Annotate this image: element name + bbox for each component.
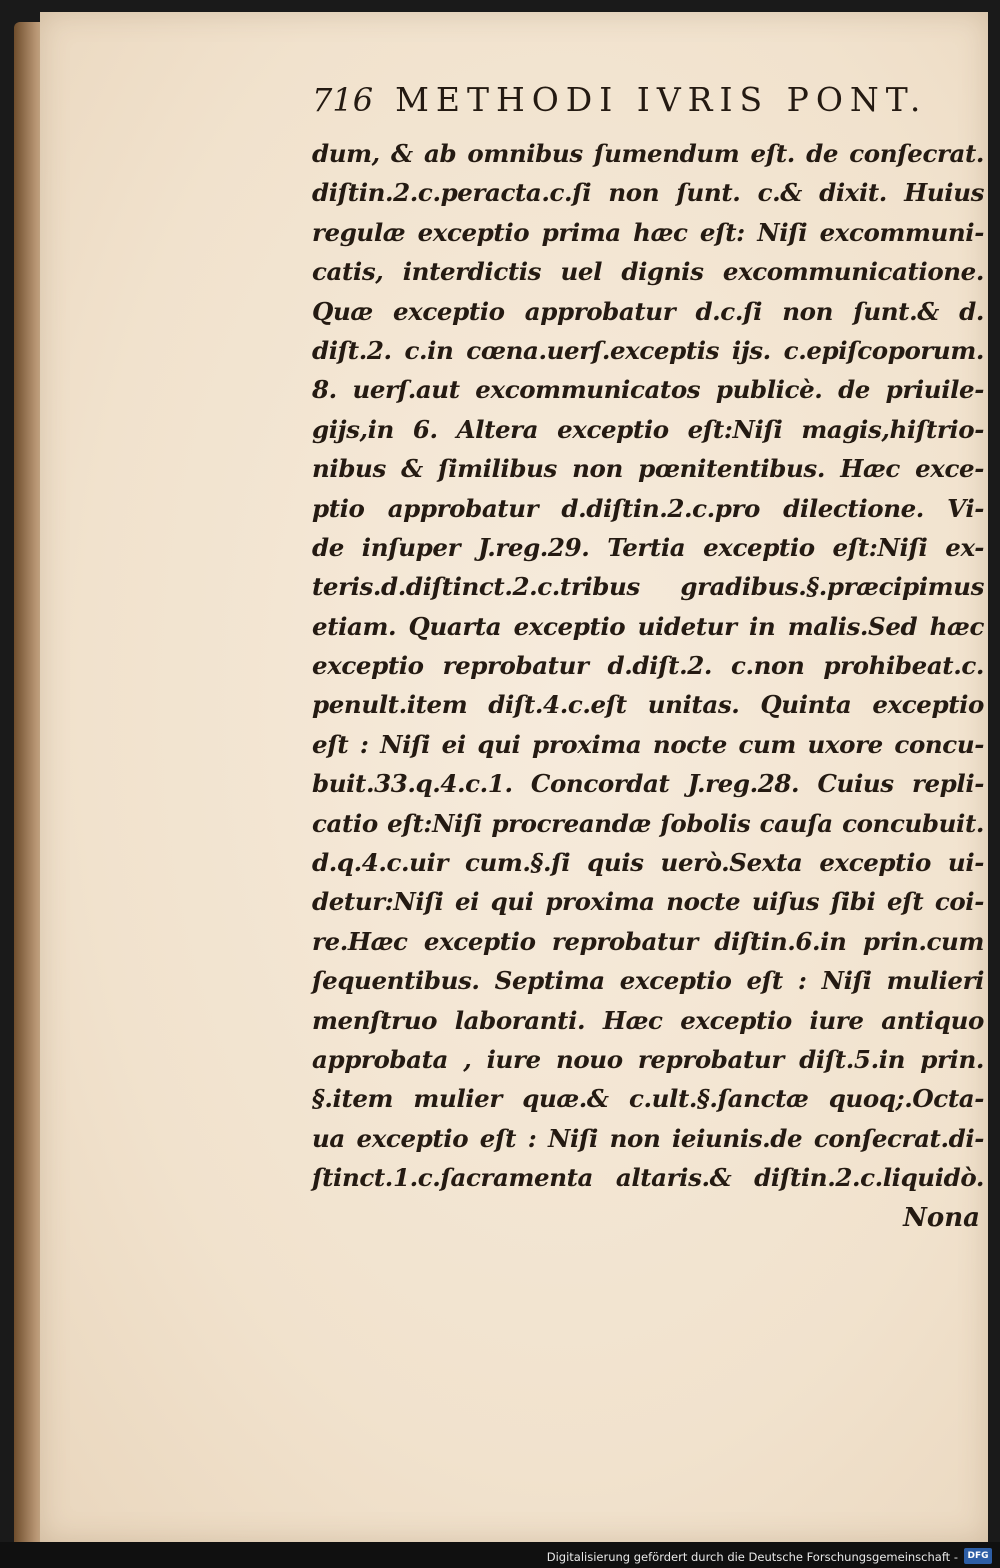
text-line: ua exceptio eſt : Niſi non ieiunis.de conſecrat.di- [312,1123,984,1153]
body-text [312,134,984,1198]
text-line: detur:Niſi ei qui proxima nocte uiſus ſibi eſt coi- [312,887,984,917]
funding-note: Digitalisierung gefördert durch die Deutsche Forschungsgemeinschaft - [546,1550,958,1564]
text-line: de inſuper J.reg.29. Tertia exceptio eſt:Niſi ex- [312,532,984,562]
running-head [312,80,984,134]
dfg-logo: DFG [964,1548,992,1564]
text-line: etiam. Quarta exceptio uidetur in malis.Sed hæc [312,611,984,641]
footer-bar [0,1542,1000,1568]
text-line: gijs,in 6. Altera exceptio eſt:Niſi magis,hiſtrio- [312,414,984,444]
text-line: ſtinct.1.c.ſacramenta altaris.& diſtin.2.c.liquidò. [312,1163,984,1193]
text-line: approbata , iure nouo reprobatur diſt.5.in prin. [312,1044,984,1074]
text-line: ſequentibus. Septima exceptio eſt : Niſi mulieri [312,966,984,996]
text-line: exceptio reprobatur d.diſt.2. c.non prohibeat.c. [312,651,984,681]
text-line: dum, & ab omnibus ſumendum eſt. de conſecrat. [312,139,984,168]
catchword: Nona [903,1202,980,1233]
text-block [312,80,984,1238]
text-line: 8. uerſ.aut excommunicatos publicè. de priuile- [312,375,984,405]
text-line: re.Hæc exceptio reprobatur diſtin.6.in prin.cum [312,926,984,956]
text-line: menſtruo laboranti. Hæc exceptio iure antiquo [312,1005,984,1035]
text-line: buit.33.q.4.c.1. Concordat J.reg.28. Cuius repli- [312,769,984,799]
text-line: §.item mulier quæ.& c.ult.§.ſanctæ quoq;.Octa- [312,1084,984,1114]
text-line: eſt : Niſi ei qui proxima nocte cum uxore concu- [312,729,984,759]
text-line: diſtin.2.c.peracta.c.ſi non ſunt. c.& dixit. Huius [312,178,984,208]
text-line: teris.d.diſtinct.2.c.tribus gradibus.§.præcipimus [312,572,984,602]
page-number: 716 [312,81,374,119]
text-line: regulæ exceptio prima hæc eſt: Niſi excommuni- [312,217,984,247]
running-head-title: METHODI IVRIS PONT. [395,80,928,119]
text-line: nibus & ſimilibus non pœnitentibus. Hæc exce- [312,454,984,484]
text-line: catis, interdictis uel dignis excommunicatione. [312,257,984,287]
book-page [40,12,988,1542]
text-line: Quæ exceptio approbatur d.c.ſi non ſunt.& d. [312,296,984,326]
text-line: ptio approbatur d.diſtin.2.c.pro dilectione. Vi- [312,493,984,523]
text-line: diſt.2. c.in cœna.uerſ.exceptis ijs. c.epiſcoporum. [312,335,984,365]
text-line: catio eſt:Niſi procreandæ ſobolis cauſa concubuit. [312,808,984,838]
text-line: penult.item diſt.4.c.eſt unitas. Quinta exceptio [312,690,984,720]
text-line: d.q.4.c.uir cum.§.ſi quis uerò.Sexta exceptio ui- [312,848,984,878]
